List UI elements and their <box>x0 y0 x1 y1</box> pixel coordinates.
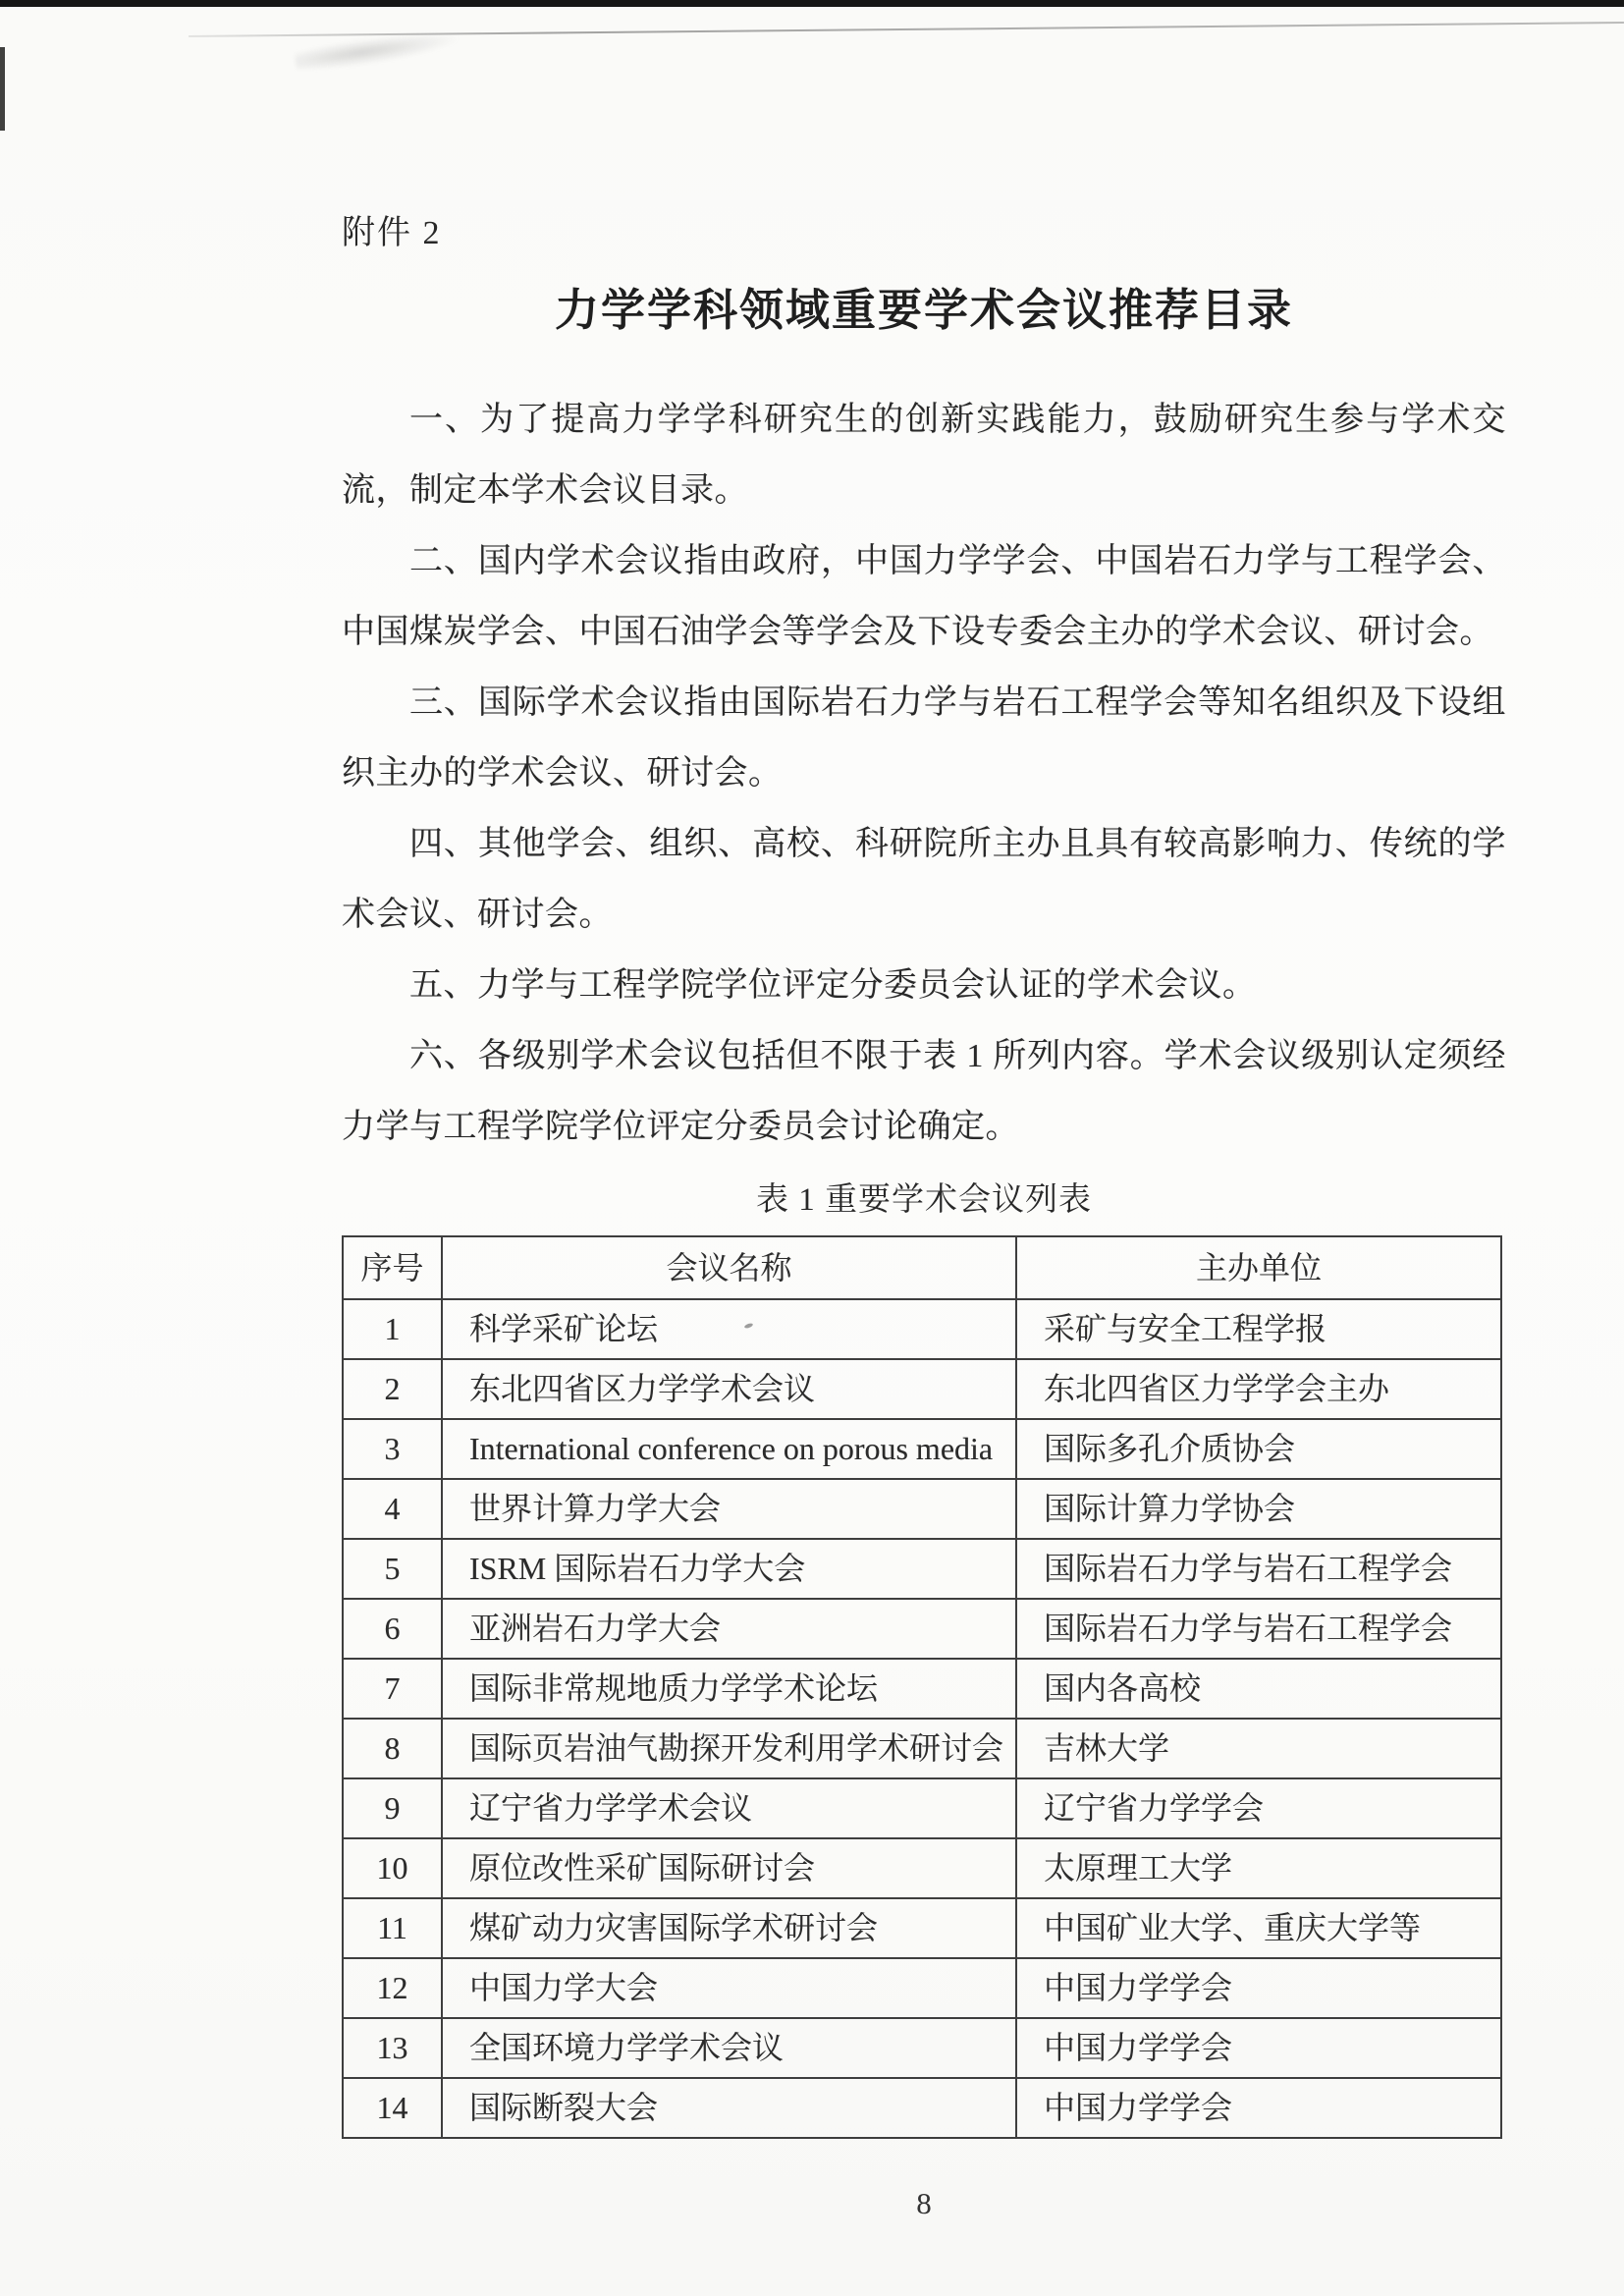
cell-conference-name: 世界计算力学大会 <box>442 1479 1016 1539</box>
scan-artifact-left-edge <box>0 47 5 131</box>
table-row <box>343 1838 1501 1898</box>
cell-conference-name: 煤矿动力灾害国际学术研讨会 <box>442 1898 1016 1958</box>
table-row <box>343 1659 1501 1719</box>
cell-index: 14 <box>343 2078 442 2138</box>
table-row <box>343 1898 1501 1958</box>
cell-conference-name: 东北四省区力学学术会议 <box>442 1359 1016 1419</box>
cell-organizer: 采矿与安全工程学报 <box>1016 1299 1501 1359</box>
cell-index: 3 <box>343 1419 442 1479</box>
cell-conference-name: 中国力学大会 <box>442 1958 1016 2018</box>
cell-conference-name: 亚洲岩石力学大会 <box>442 1599 1016 1659</box>
cell-organizer: 国际计算力学协会 <box>1016 1479 1501 1539</box>
cell-conference-name: 辽宁省力学学术会议 <box>442 1778 1016 1838</box>
cell-organizer: 辽宁省力学学会 <box>1016 1778 1501 1838</box>
cell-index: 10 <box>343 1838 442 1898</box>
paragraph: 一、为了提高力学学科研究生的创新实践能力，鼓励研究生参与学术交流，制定本学术会议目录。 <box>342 402 1506 509</box>
column-header-organizer: 主办单位 <box>1016 1236 1501 1299</box>
page-number: 8 <box>916 2186 932 2220</box>
cell-conference-name: 原位改性采矿国际研讨会 <box>442 1838 1016 1898</box>
paragraph-list <box>342 385 1506 1163</box>
cell-conference-name: International conference on porous media <box>442 1419 1016 1479</box>
table-row <box>343 1778 1501 1838</box>
attachment-label: 附件 2 <box>342 215 442 251</box>
paragraph: 二、国内学术会议指由政府，中国力学学会、中国岩石力学与工程学会、中国煤炭学会、中国石油学会等学会及下设专委会主办的学术会议、研讨会。 <box>342 543 1506 650</box>
document-content <box>342 0 1506 2223</box>
page-title: 力学学科领域重要学术会议推荐目录 <box>554 286 1293 335</box>
cell-conference-name: 国际非常规地质力学学术论坛 <box>442 1659 1016 1719</box>
table-row <box>343 1539 1501 1599</box>
cell-organizer: 中国力学学会 <box>1016 1958 1501 2018</box>
table-header-row <box>343 1236 1501 1299</box>
cell-index: 5 <box>343 1539 442 1599</box>
cell-organizer: 国际多孔介质协会 <box>1016 1419 1501 1479</box>
cell-conference-name: 国际断裂大会 <box>442 2078 1016 2138</box>
table-row <box>343 2078 1501 2138</box>
paragraph: 四、其他学会、组织、高校、科研院所主办且具有较高影响力、传统的学术会议、研讨会。 <box>342 826 1506 933</box>
cell-index: 6 <box>343 1599 442 1659</box>
table-caption: 表 1 重要学术会议列表 <box>756 1182 1092 1218</box>
conference-table <box>342 1235 1502 2139</box>
cell-conference-name: ISRM 国际岩石力学大会 <box>442 1539 1016 1599</box>
cell-organizer: 中国力学学会 <box>1016 2018 1501 2078</box>
cell-organizer: 国际岩石力学与岩石工程学会 <box>1016 1599 1501 1659</box>
cell-organizer: 吉林大学 <box>1016 1719 1501 1778</box>
cell-organizer: 中国矿业大学、重庆大学等 <box>1016 1898 1501 1958</box>
cell-index: 13 <box>343 2018 442 2078</box>
cell-organizer: 中国力学学会 <box>1016 2078 1501 2138</box>
cell-index: 1 <box>343 1299 442 1359</box>
table-row <box>343 1719 1501 1778</box>
cell-index: 2 <box>343 1359 442 1419</box>
cell-organizer: 国际岩石力学与岩石工程学会 <box>1016 1539 1501 1599</box>
table-row <box>343 1479 1501 1539</box>
paragraph: 五、力学与工程学院学位评定分委员会认证的学术会议。 <box>409 967 1257 1004</box>
cell-index: 11 <box>343 1898 442 1958</box>
cell-index: 12 <box>343 1958 442 2018</box>
paragraph: 六、各级别学术会议包括但不限于表 1 所列内容。学术会议级别认定须经力学与工程学院学位评定分委员会讨论确定。 <box>342 1038 1506 1145</box>
table-row <box>343 2018 1501 2078</box>
table-row <box>343 1419 1501 1479</box>
cell-organizer: 东北四省区力学学会主办 <box>1016 1359 1501 1419</box>
table-row <box>343 1958 1501 2018</box>
table-row <box>343 1299 1501 1359</box>
cell-conference-name: 全国环境力学学术会议 <box>442 2018 1016 2078</box>
cell-organizer: 国内各高校 <box>1016 1659 1501 1719</box>
cell-index: 4 <box>343 1479 442 1539</box>
cell-organizer: 太原理工大学 <box>1016 1838 1501 1898</box>
cell-index: 7 <box>343 1659 442 1719</box>
table-row <box>343 1599 1501 1659</box>
table-row <box>343 1359 1501 1419</box>
cell-index: 9 <box>343 1778 442 1838</box>
cell-index: 8 <box>343 1719 442 1778</box>
paragraph: 三、国际学术会议指由国际岩石力学与岩石工程学会等知名组织及下设组织主办的学术会议、研讨会。 <box>342 684 1506 792</box>
cell-conference-name: 科学采矿论坛 <box>442 1299 1016 1359</box>
column-header-conference-name: 会议名称 <box>442 1236 1016 1299</box>
cell-conference-name: 国际页岩油气勘探开发利用学术研讨会 <box>442 1719 1016 1778</box>
column-header-index: 序号 <box>343 1236 442 1299</box>
